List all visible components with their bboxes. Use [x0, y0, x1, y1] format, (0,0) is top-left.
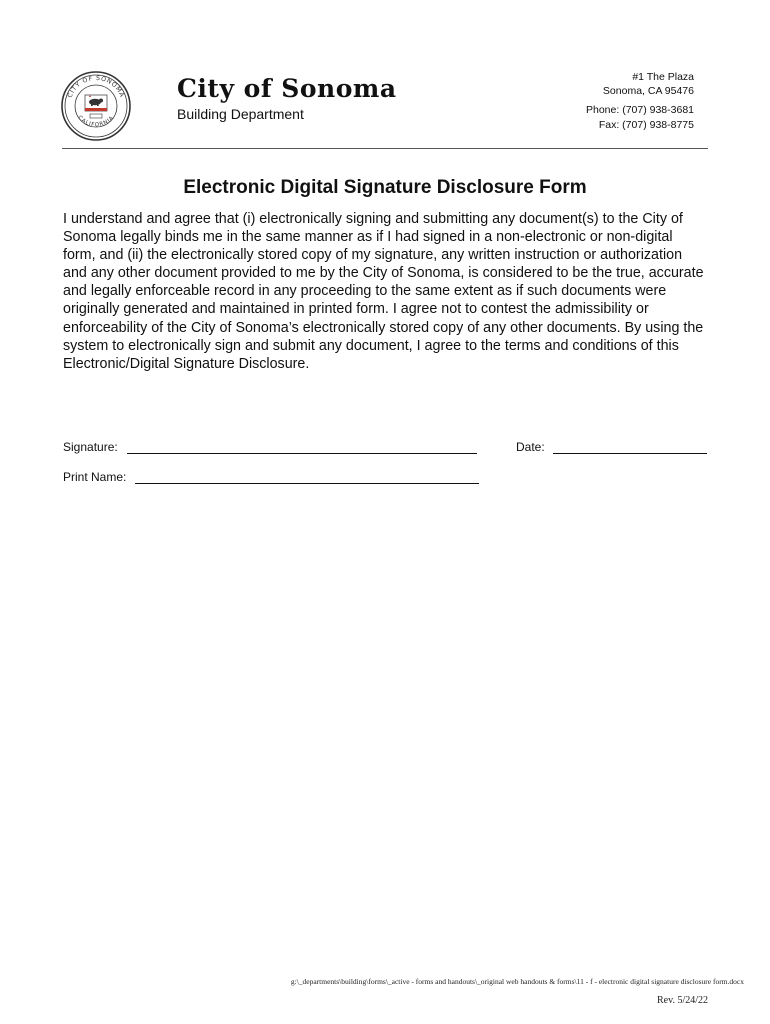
print-name-label: Print Name:: [63, 470, 127, 484]
department-name: Building Department: [177, 106, 304, 122]
seal-bottom-text: CALIFORNIA: [76, 114, 116, 129]
signature-label: Signature:: [63, 440, 118, 454]
address-line-2: Sonoma, CA 95476: [602, 85, 694, 97]
city-seal-icon: [60, 70, 132, 142]
header-divider: [62, 148, 708, 149]
file-path-footer: g:\_departments\building\forms\_active - forms and handouts\_original web handouts & forms\11 - f - electronic digital signature disclosure form.docx: [290, 977, 744, 986]
disclosure-text: I understand and agree that (i) electronically signing and submitting any document(s) to the City of Sonoma legally binds me in the same manner as if I had signed in a non-electronic or non-digital form, and (ii) the electronically stored copy of my signature, any written instruction or authorization and any other document provided to me by the City of Sonoma, is considered to be the true, accurate and legally enforceable record in any proceeding to the same extent as if such documents were originally generated and maintained in printed form. I agree not to contest the admissibility or enforceability of the City of Sonoma’s electronically stored copy of any other documents. By using the system to electronically sign and submit any document, I agree to the terms and conditions of this Electronic/Digital Signature Disclosure.: [63, 211, 704, 372]
signature-field[interactable]: [127, 453, 477, 454]
seal-ring-text: CITY OF SONOMA: [66, 74, 126, 99]
form-title: Electronic Digital Signature Disclosure Form: [183, 177, 587, 198]
phone-number: Phone: (707) 938-3681: [586, 104, 694, 116]
date-label: Date:: [516, 440, 545, 454]
print-name-field[interactable]: [135, 483, 479, 484]
date-field[interactable]: [553, 453, 707, 454]
city-title: City of Sonoma: [177, 74, 397, 103]
address-line-1: #1 The Plaza: [632, 71, 694, 83]
fax-number: Fax: (707) 938-8775: [598, 119, 694, 131]
revision-date: Rev. 5/24/22: [656, 995, 708, 1006]
